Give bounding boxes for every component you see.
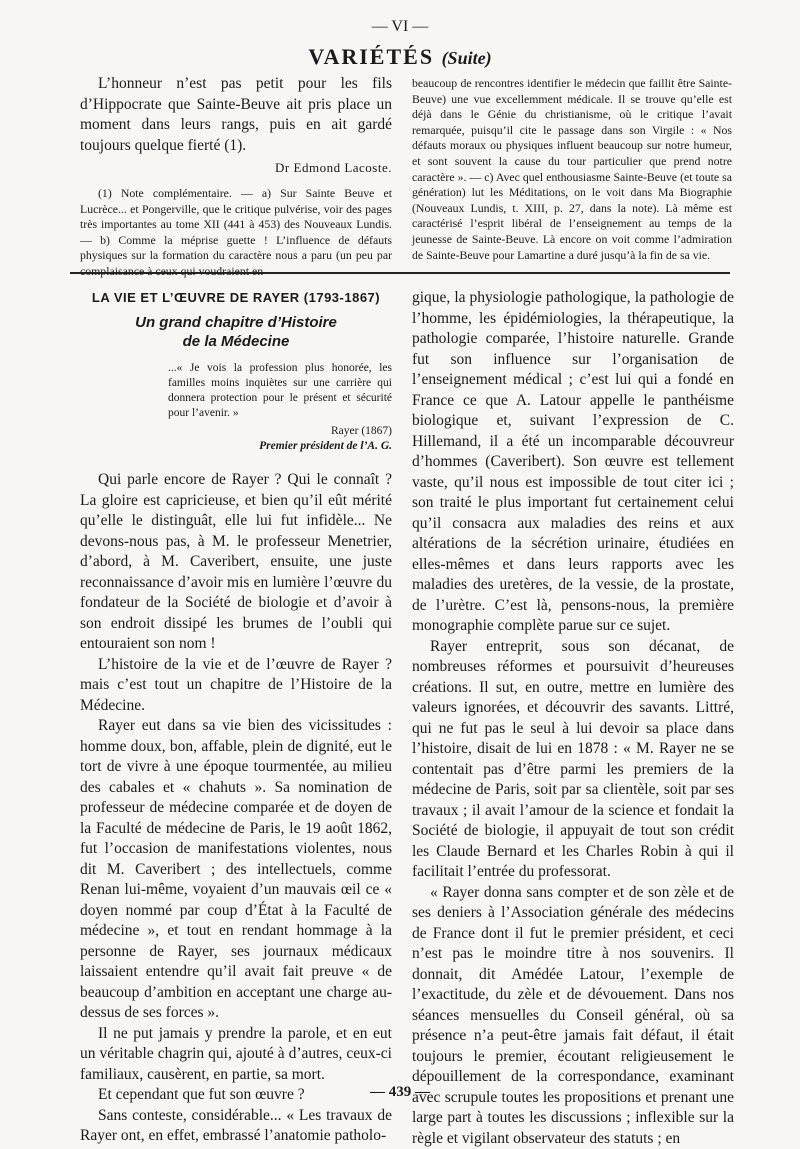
paragraph: « Rayer donna sans compter et de son zèle et de ses deniers à l’Association générale des médecins de France dont il fut le premier président, et ceci n’est pas le moindre titre à nos souvenirs. Il donnait, dit Amédée Latour, l’exemple de l’exactitude, du zèle et de dévouement. Dans nos séances mensuelles du Conseil général, où sa présence n’a peut-être jamais fait défaut, il était toujours le premier, écoutant religieusement le dépouillement de la correspondance, examinant avec scrupule toutes les propositions et prenant une large part à toutes les discussions ; inflexible sur la règle et vigilant observateur des statuts ; en: [412, 883, 734, 1149]
epigraph: ...« Je vois la profession plus honorée, les familles moins inquiètes sur une carrière qui donnera protection pour le présent et sécurité pour l’avenir. »: [168, 361, 392, 421]
article-right-column: [412, 288, 734, 1149]
section-title: [0, 44, 800, 70]
closing-paragraph: L’honneur n’est pas petit pour les fils d’Hippocrate que Sainte-Beuve ait pris place un moment dans leurs rangs, puis en ait gardé toujours quelque fierté (1).: [80, 74, 392, 156]
paragraph: gique, la physiologie pathologique, la pathologie de l’homme, les épidémiologies, la thérapeutique, la pathologie comparée, l’histoire naturelle. Grande fut son influence sur l’organisation de l’enseignement médical ; c’est lui qui a fondé en France ce que A. Latour appelle le panthéisme biologique et, suivant l’expression de C. Hillemand, il a été un incomparable découvreur d’hommes (Caveribert). Son œuvre est tellement vaste, qu’il nous est impossible de tout citer ici ; son traité le plus important fut certainement celui qu’il consacra aux maladies des reins et aux altérations de la sécrétion urinaire, étudiées en elles-mêmes et dans leurs rapports avec les maladies des uretères, de la vessie, de la prostate, de l’urètre. C’est là, pensons-nous, la première monographie complète parue sur ce sujet.: [412, 288, 734, 637]
top-right-column: [412, 76, 732, 263]
subtitle-line-2: de la Médecine: [80, 332, 392, 351]
footnote-continuation: beaucoup de rencontres identifier le médecin que faillit être Sainte-Beuve) une vue excellemment médicale. Il se trouve qu’elle est déjà dans le Génie du christianisme, où le critique l’avait remarquée, puisqu’il cite le passage dans son Virgile : « Nos défauts moraux ou physiques influent beaucoup sur notre humeur, et sont souvent la cause du tour particulier que prend notre caractère ». — c) Avec quel enthousiasme Sainte-Beuve (et toute sa génération) lut les Méditations, on le voit dans Ma Biographie (Nouveaux Lundis, t. XIII, p. 27, dans la note). Là même est caractérisé l’esprit libéral de l’enseignement au temps de la jeunesse de Sainte-Beuve. Là encore on voit comme l’admiration de Sainte-Beuve pour Lamartine a duré jusqu’à la fin de sa vie.: [412, 76, 732, 263]
page-number-roman: — VI —: [0, 18, 800, 36]
article-title: LA VIE ET L’ŒUVRE DE RAYER (1793-1867): [80, 290, 392, 305]
subtitle-line-1: Un grand chapitre d’Histoire: [80, 313, 392, 332]
section-divider: [70, 272, 730, 274]
paragraph: Et cependant que fut son œuvre ?: [80, 1085, 392, 1106]
top-left-column: [80, 74, 392, 280]
epigraph-author: Rayer (1867): [80, 424, 392, 439]
footnote: (1) Note complémentaire. — a) Sur Sainte Beuve et Lucrèce... et Pongerville, que le critique pulvérise, voir des pages très importantes au tome XII (441 à 453) des Nouveaux Lundis. — b) Comme la méprise guette ! L’influence de défauts physiques sur la formation du caractère nous a paru (un peu par complaisance à ceux qui voudraient en: [80, 186, 392, 280]
epigraph-role: Premier président de l’A. G.: [80, 439, 392, 454]
section-name: VARIÉTÉS: [308, 44, 434, 69]
paragraph: Qui parle encore de Rayer ? Qui le connaît ? La gloire est capricieuse, et bien qu’il eût mérité qu’elle le distinguât, elle lui fut infidèle... Ne devons-nous pas, à M. le professeur Menetrier, d’abord, à M. Caveribert, ensuite, une juste reconnaissance d’avoir mis en lumière l’œuvre du fondateur de la Société de biologie et d’avoir à son endroit dissipé les brumes de l’oubli qui entouraient son nom !: [80, 470, 392, 655]
paragraph: Rayer eut dans sa vie bien des vicissitudes : homme doux, bon, affable, plein de dignité, eut le tort de vivre à une époque tourmentée, au milieu des cabales et « chahuts ». Sa nomination de professeur de médecine comparée et de doyen de la Faculté de médecine de Paris, le 19 août 1862, fut l’occasion de manifestations violentes, nous dit M. Caveribert ; des intellectuels, comme Renan lui-même, voyaient d’un mauvais œil ce « doyen nommé par coup d’État à la Faculté de médecine », et tout en rendant hommage à la personne de Rayer, ses journaux médicaux laissaient entendre qu’il avait fait preuve « de beaucoup d’ambition en acceptant une charge au-dessus de ses forces ».: [80, 716, 392, 1024]
section-suite: (Suite): [442, 48, 492, 68]
article-left-column: [80, 290, 392, 1147]
paragraph: Sans conteste, considérable... « Les travaux de Rayer ont, en effet, embrassé l’anatomie patholo-: [80, 1106, 392, 1147]
article-subtitle: [80, 313, 392, 351]
page-number: — 439 —: [0, 1084, 800, 1101]
paragraph: L’histoire de la vie et de l’œuvre de Rayer ? mais c’est tout un chapitre de l’Histoire de la Médecine.: [80, 655, 392, 717]
paragraph: Il ne put jamais y prendre la parole, et en eut un véritable chagrin qui, ajouté à d’autres, ceux-ci familiaux, causèrent, en partie, sa mort.: [80, 1024, 392, 1086]
paragraph: Rayer entreprit, sous son décanat, de nombreuses réformes et poursuivit d’heureuses créations. Il sut, en outre, mettre en lumière des valeurs ignorées, et découvrir des savants. Littré, qui ne fut pas le seul à lui devoir sa place dans l’histoire, disait de lui en 1878 : « M. Rayer ne se contentait pas d’être parmi les premiers de la médecine de Paris, soit par sa clientèle, soit par ses travaux ; il avait l’amour de la science et fondait la Société de biologie, il appuyait de tout son crédit les Claude Bernard et les Charles Robin à qui il facilitait l’entrée du professorat.: [412, 637, 734, 883]
author-signature: Dr Edmond Lacoste.: [80, 160, 392, 176]
